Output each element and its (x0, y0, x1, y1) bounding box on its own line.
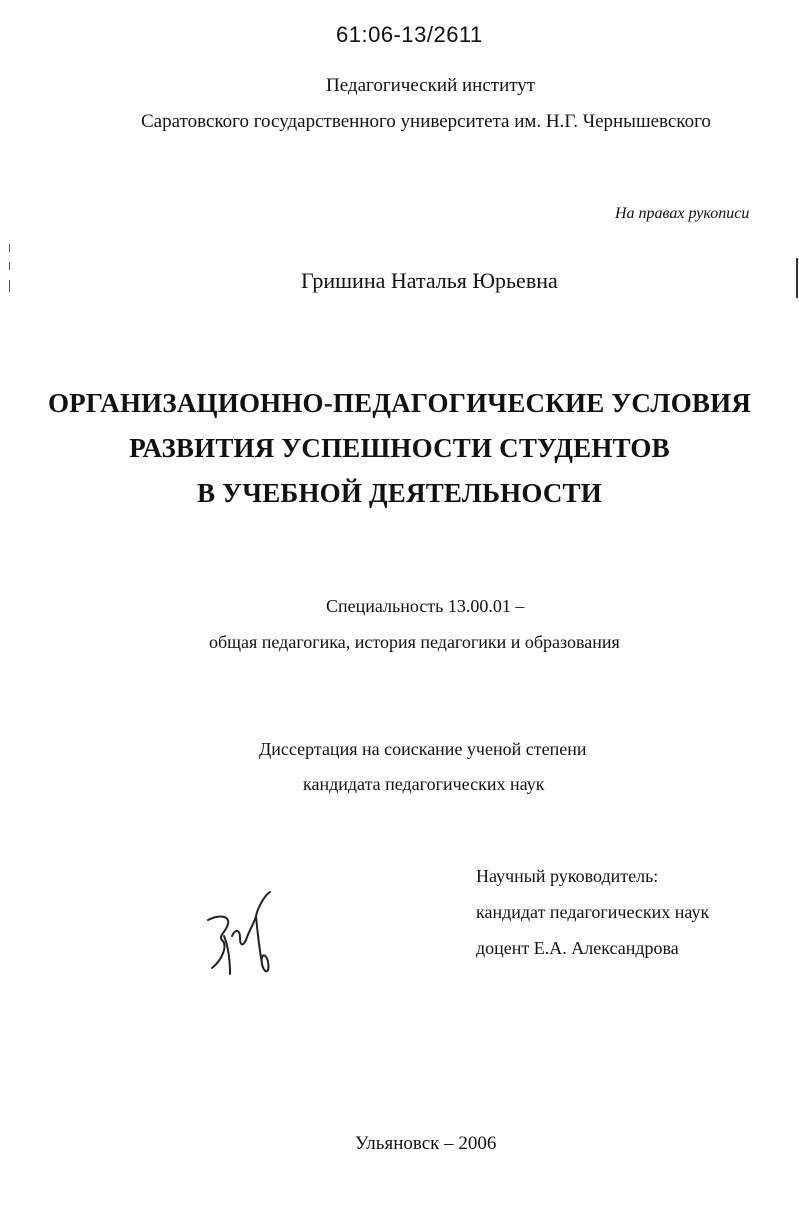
institute-name: Педагогический институт (326, 75, 536, 96)
scan-margin-mark (9, 262, 10, 270)
rights-note: На правах рукописи (615, 205, 750, 222)
degree-name: кандидата педагогических наук (303, 774, 545, 794)
handwritten-signature (200, 888, 280, 988)
scan-margin-mark (9, 244, 10, 252)
dissertation-type: Диссертация на соискание ученой степени (259, 739, 587, 759)
city-year: Ульяновск – 2006 (355, 1133, 497, 1154)
scan-edge-mark (796, 258, 798, 298)
title-line-3: В УЧЕБНОЙ ДЕЯТЕЛЬНОСТИ (197, 478, 602, 508)
title-line-2: РАЗВИТИЯ УСПЕШНОСТИ СТУДЕНТОВ (129, 433, 670, 463)
supervisor-name: доцент Е.А. Александрова (476, 938, 679, 958)
supervisor-label: Научный руководитель: (476, 866, 659, 886)
university-name: Саратовского государственного университета им. Н.Г. Чернышевского (141, 111, 711, 132)
specialty-name: общая педагогика, история педагогики и образования (209, 632, 620, 652)
specialty-code: Специальность 13.00.01 – (326, 596, 525, 616)
author-name: Гришина Наталья Юрьевна (301, 268, 558, 293)
archive-code: 61:06-13/2611 (336, 22, 483, 47)
supervisor-degree: кандидат педагогических наук (476, 902, 710, 922)
title-line-1: ОРГАНИЗАЦИОННО-ПЕДАГОГИЧЕСКИЕ УСЛОВИЯ (47, 388, 752, 418)
scan-margin-mark (9, 280, 10, 292)
